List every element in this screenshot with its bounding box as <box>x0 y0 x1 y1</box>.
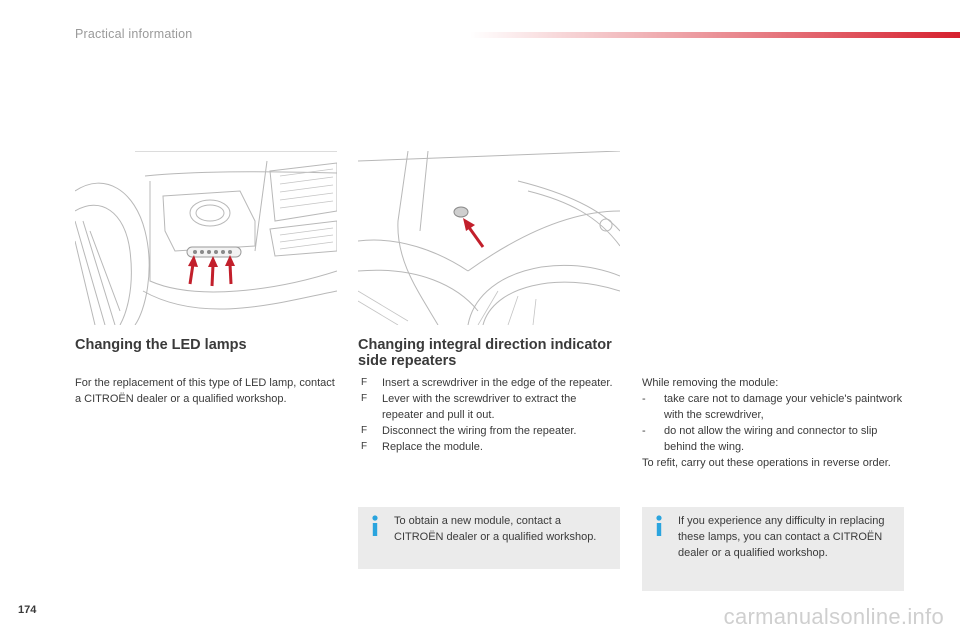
info-box-new-module <box>358 507 620 569</box>
header-accent-bar <box>470 32 960 38</box>
list-item: F Lever with the screwdriver to extract the repeater and pull it out. <box>361 393 577 421</box>
info-text: To obtain a new module, contact a CITROËN dealer or a qualified workshop. <box>394 515 597 543</box>
led-lamps-paragraph: For the replacement of this type of LED lamp, contact a CITROËN dealer or a qualified workshop. <box>75 377 335 405</box>
bullet-icon: F <box>361 393 368 404</box>
info-icon <box>654 515 664 537</box>
info-icon <box>370 515 380 537</box>
list-item: - do not allow the wiring and connector to slip behind the wing. <box>642 425 878 453</box>
bullet-icon: F <box>361 377 368 388</box>
bullet-icon: F <box>361 441 368 452</box>
section-title: Practical information <box>75 27 193 41</box>
led-lamp-illustration <box>75 151 337 325</box>
list-item: F Disconnect the wiring from the repeater. <box>361 425 577 437</box>
page-number: 174 <box>18 604 37 616</box>
removal-intro: While removing the module: <box>642 377 779 389</box>
info-box-difficulty <box>642 507 904 591</box>
side-repeater-steps <box>358 375 620 455</box>
bullet-icon: F <box>361 425 368 436</box>
list-item: F Replace the module. <box>361 441 483 453</box>
removal-notes <box>642 375 904 471</box>
info-text: If you experience any difficulty in replacing these lamps, you can contact a CITROËN dealer or a qualified workshop. <box>678 515 885 559</box>
list-item: F Insert a screwdriver in the edge of the repeater. <box>361 377 613 389</box>
refit-note: To refit, carry out these operations in reverse order. <box>642 457 891 469</box>
side-repeater-illustration <box>358 151 620 325</box>
side-repeater-heading: Changing integral direction indicator side repeaters <box>358 337 612 369</box>
list-item: - take care not to damage your vehicle's paintwork with the screwdriver, <box>642 393 903 421</box>
led-lamps-heading: Changing the LED lamps <box>75 337 247 353</box>
watermark: carmanualsonline.info <box>723 604 944 629</box>
